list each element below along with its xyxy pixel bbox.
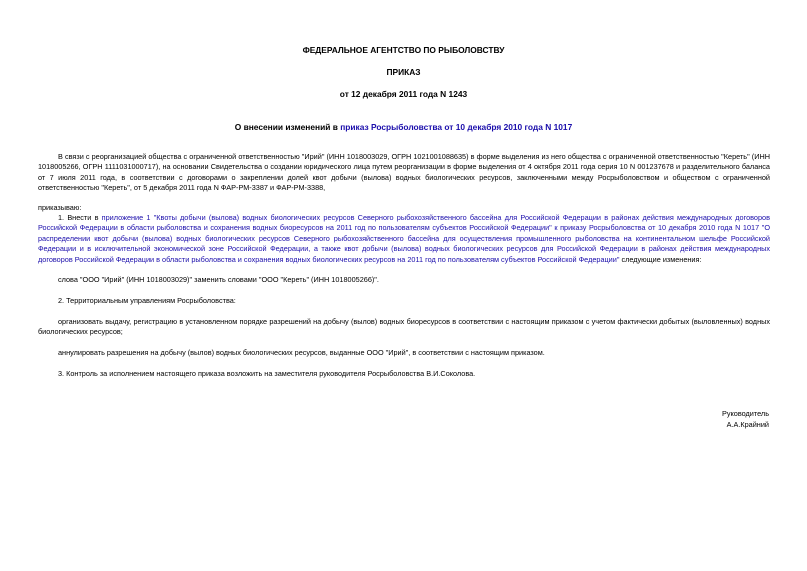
item-1-paragraph bbox=[38, 213, 770, 265]
item-1-suffix: следующие изменения: bbox=[619, 254, 702, 264]
title-link[interactable]: приказ Росрыболовства от 10 декабря 2010 года N 1017 bbox=[340, 122, 573, 132]
item-2-organize-paragraph: организовать выдачу, регистрацию в установленном порядке разрешений на добычу (вылов) водных биоресурсов в соответствии с настоящим приказом с учетом фактически добытых (выловленных) водных биологических ресурсов; bbox=[38, 317, 770, 337]
item-1-prefix: 1. Внести в bbox=[58, 213, 102, 222]
order-word: приказываю: bbox=[38, 203, 82, 212]
appendix-link[interactable]: приложение 1 "Квоты добычи (вылова) водных биологических ресурсов Северного рыбохозяйственного бассейна для Российской Федерации в районах действия международных договоров Российской Федерации в области рыболовства и сохранения водных биоресурсов на 2011 год по пользователям субъектов Российской Федерации" к приказу Росрыболовства от 10 декабря 2010 года N 1017 "О распределении квот добычи (вылова) водных биологических ресурсов Северного рыбохозяйственного бассейна для осуществления промышленного рыболовства на континентальном шельфе Российской Федерации и в исключительной экономической зоне Российской Федерации, а также квот добычи (вылова) водных биологических ресурсов для Российской Федерации в районах действия международных договоров Российской Федерации в области рыболовства и сохранения водных биологических ресурсов на 2011 год по пользователям субъектов Российской Федерации" bbox=[38, 213, 770, 264]
item-2-paragraph: 2. Территориальным управлениям Росрыболовства: bbox=[58, 296, 236, 305]
replace-words-paragraph: слова "ООО "Ирий" (ИНН 1018003029)" заменить словами "ООО "Кереть" (ИНН 1018005266)". bbox=[58, 275, 379, 284]
document-date: от 12 декабря 2011 года N 1243 bbox=[339, 89, 468, 99]
signature-position: Руководитель bbox=[721, 409, 769, 418]
item-2-annul-paragraph: аннулировать разрешения на добычу (вылов) водных биологических ресурсов, выданные ООО "Ирий", в соответствии с настоящим приказом. bbox=[58, 348, 545, 357]
document-title bbox=[0, 122, 807, 133]
agency-name: ФЕДЕРАЛЬНОЕ АГЕНТСТВО ПО РЫБОЛОВСТВУ bbox=[302, 45, 505, 55]
signature-name: А.А.Крайний bbox=[726, 420, 769, 429]
document-type: ПРИКАЗ bbox=[386, 67, 421, 77]
preamble-paragraph: В связи с реорганизацией общества с ограниченной ответственностью "Ирий" (ИНН 1018003029, ОГРН 1021001088635) в форме выделения из него общества с ограниченной ответственностью "Кереть" (ИНН 1018005266, ОГРН 1111031000717), на основании Свидетельства о создании юридического лица путем реорганизации в форме выделения от 4 октября 2011 года серия 10 N 001237678 и разделительного баланса от 7 июля 2011 года, в соответствии с договорами о закреплении долей квот добычи (вылова) водных биологических ресурсов, заключенными между Росрыболовством и обществом с ограниченной ответственностью "Кереть", от 5 декабря 2011 года N ФАР-РМ-3387 и ФАР-РМ-3388, bbox=[38, 152, 770, 193]
title-prefix: О внесении изменений в bbox=[234, 122, 341, 132]
item-3-paragraph: 3. Контроль за исполнением настоящего приказа возложить на заместителя руководителя Росрыболовства В.И.Соколова. bbox=[58, 369, 476, 378]
